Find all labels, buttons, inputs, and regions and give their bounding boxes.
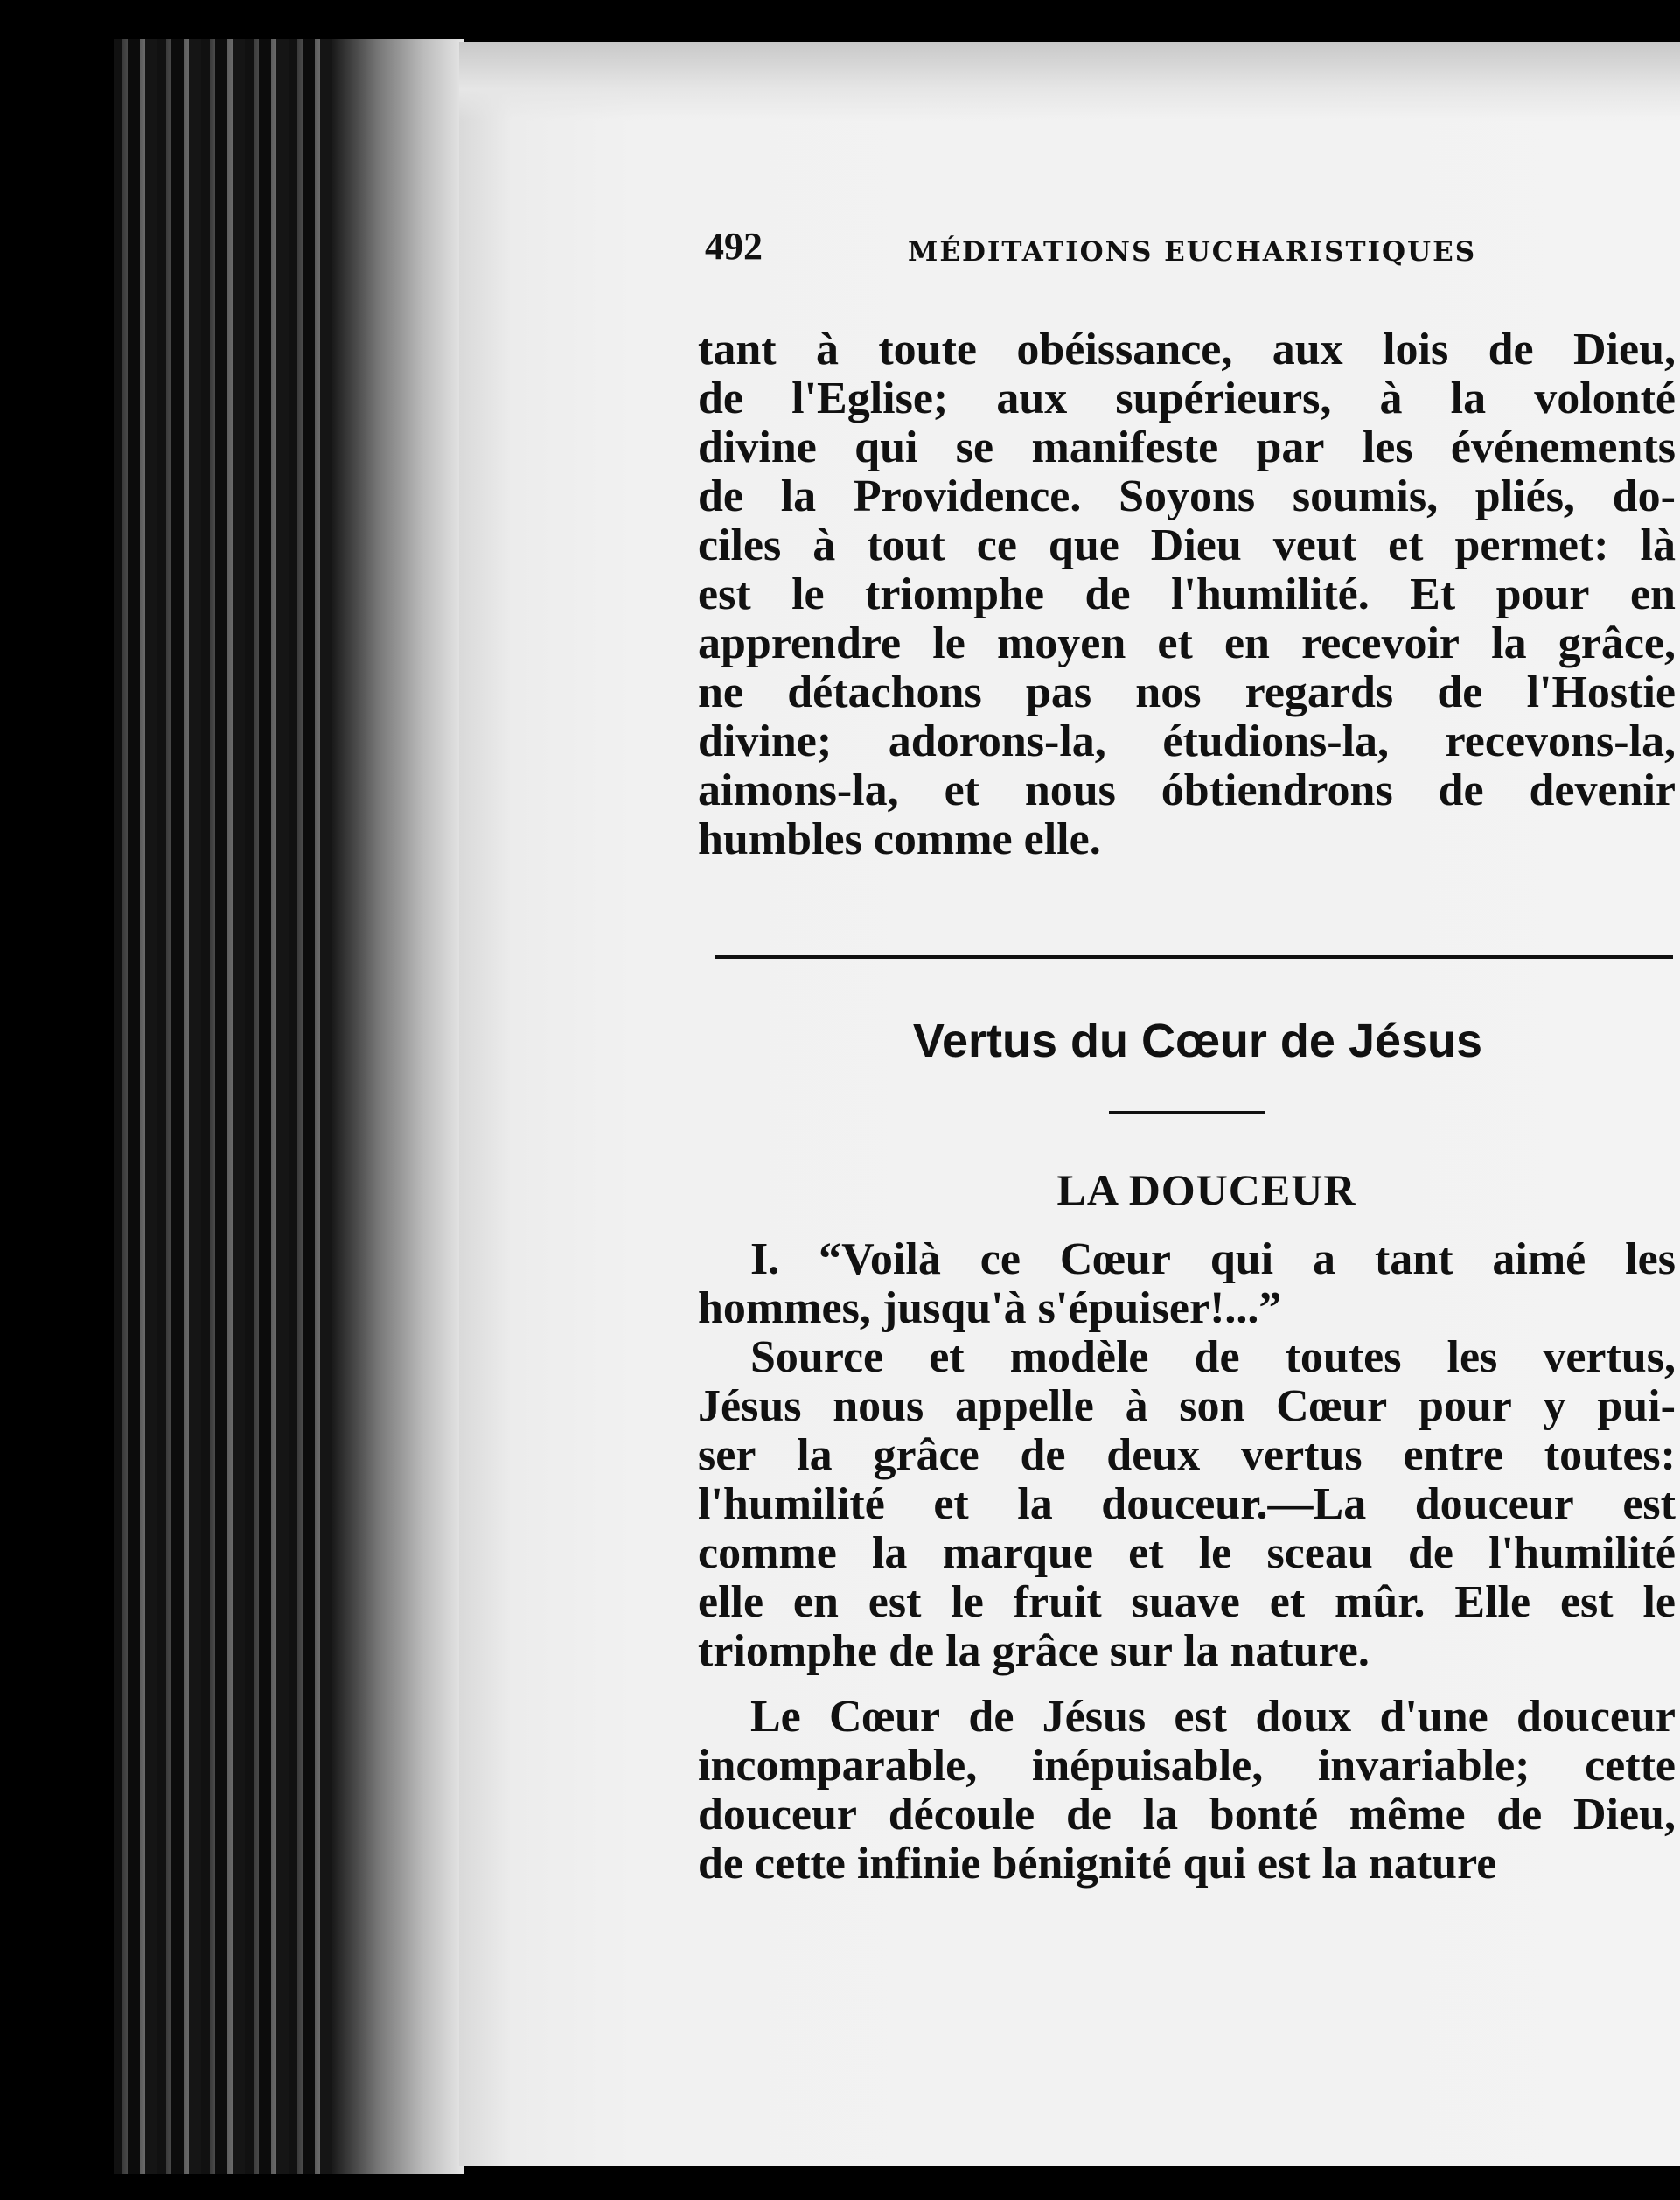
word: la — [780, 471, 817, 521]
text-line — [698, 1791, 1676, 1840]
text-line — [698, 1578, 1676, 1627]
word: l'humilité. — [1170, 569, 1370, 619]
text-line — [698, 766, 1676, 815]
word: “Voilà — [819, 1234, 941, 1284]
text-line — [698, 717, 1676, 766]
word: cette — [1585, 1741, 1676, 1791]
section-title: Vertus du Cœur de Jésus — [912, 1015, 1483, 1067]
word: elle — [698, 1577, 764, 1627]
word: et — [933, 1479, 969, 1529]
word: le — [1642, 1577, 1676, 1627]
word: volonté — [1534, 374, 1676, 423]
word: toutes: — [1544, 1430, 1676, 1480]
word: Jésus — [698, 1381, 802, 1431]
word: óbtiendrons — [1161, 765, 1393, 815]
word: à — [1379, 374, 1403, 423]
word: de — [1084, 569, 1131, 619]
word: Cœur — [829, 1692, 941, 1742]
word: est — [1622, 1479, 1676, 1529]
word: soumis, — [1292, 471, 1439, 521]
sub-title: LA DOUCEUR — [1056, 1165, 1356, 1214]
word: l'humilité — [1488, 1528, 1676, 1578]
word: ne — [698, 667, 743, 717]
word: et — [929, 1332, 965, 1382]
word: son — [1179, 1381, 1245, 1431]
word: Dieu — [1150, 520, 1242, 570]
word: même — [1349, 1790, 1466, 1840]
word: l'Eglise; — [791, 374, 949, 423]
word: événements — [1450, 423, 1676, 472]
word: à — [812, 520, 836, 570]
word: qui — [854, 423, 918, 472]
word: vertus, — [1543, 1332, 1676, 1382]
word: y — [1543, 1381, 1566, 1431]
word: toutes — [1285, 1332, 1402, 1382]
section-divider-rule — [715, 955, 1673, 959]
word: d'une — [1379, 1692, 1488, 1742]
word: deux — [1106, 1430, 1201, 1480]
word: manifeste — [1031, 423, 1219, 472]
word: lois — [1383, 325, 1449, 374]
paragraph-heart-gentleness — [698, 1693, 1680, 1889]
word: mûr. — [1335, 1577, 1426, 1627]
word: douceur — [698, 1790, 857, 1840]
word: Source — [750, 1332, 884, 1382]
word: de — [1488, 325, 1534, 374]
text-line — [698, 1235, 1676, 1284]
word: toute — [878, 325, 977, 374]
page-number: 492 — [705, 225, 763, 268]
word: de — [1438, 765, 1484, 815]
word: a — [1313, 1234, 1336, 1284]
word: et — [1128, 1528, 1164, 1578]
word: en — [1223, 618, 1270, 668]
word: la — [797, 1430, 833, 1480]
word: nous — [1024, 765, 1116, 815]
word: incomparable, — [698, 1741, 978, 1791]
word: doux — [1255, 1692, 1352, 1742]
word: vertus — [1241, 1430, 1363, 1480]
word: la — [1450, 374, 1487, 423]
word: divine — [698, 423, 817, 472]
text-line — [698, 815, 1680, 864]
text-line — [698, 1742, 1676, 1791]
word: et — [1157, 618, 1193, 668]
line-text: humbles comme elle. — [698, 814, 1101, 864]
word: le — [951, 1577, 984, 1627]
word: recevoir — [1301, 618, 1460, 668]
word: les — [1362, 423, 1413, 472]
line-text: de cette infinie bénignité qui est la nature — [698, 1839, 1497, 1889]
text-line — [698, 521, 1676, 570]
text-line — [698, 1840, 1680, 1889]
text-line — [698, 1693, 1676, 1742]
running-head — [698, 220, 1660, 273]
stacked-page-edges — [114, 39, 464, 2174]
word: obéissance, — [1016, 325, 1233, 374]
word: de — [698, 471, 743, 521]
text-line — [698, 325, 1676, 374]
text-line — [698, 1627, 1680, 1676]
text-line — [698, 374, 1676, 423]
word: douceur — [1516, 1692, 1676, 1742]
word: de — [1496, 1790, 1543, 1840]
word: de — [1020, 1430, 1066, 1480]
word: adorons-la, — [888, 716, 1106, 766]
word: douceur — [1414, 1479, 1574, 1529]
word: pour — [1418, 1381, 1512, 1431]
word: Dieu, — [1573, 325, 1676, 374]
word: Jésus — [1042, 1692, 1147, 1742]
word: et — [1269, 1577, 1306, 1627]
word: regards — [1244, 667, 1394, 717]
running-title: MÉDITATIONS EUCHARISTIQUES — [908, 236, 1477, 268]
word: sceau — [1266, 1528, 1373, 1578]
text-line — [698, 472, 1676, 521]
word: tant — [1374, 1234, 1453, 1284]
short-divider-rule — [1109, 1111, 1265, 1114]
word: Providence. — [853, 471, 1082, 521]
line-text: triomphe de la grâce sur la nature. — [698, 1626, 1370, 1676]
paragraph-source-virtues — [698, 1333, 1680, 1676]
word: pas — [1025, 667, 1092, 717]
word: de — [1194, 1332, 1240, 1382]
word: est — [698, 569, 751, 619]
text-line — [698, 1382, 1676, 1431]
word: le — [1198, 1528, 1232, 1578]
text-line — [698, 570, 1676, 619]
text-line — [698, 423, 1676, 472]
word: Le — [750, 1692, 801, 1742]
word: en — [1629, 569, 1676, 619]
word: apprendre — [698, 618, 902, 668]
word: entre — [1403, 1430, 1503, 1480]
word: de — [698, 374, 743, 423]
word: douceur.—La — [1101, 1479, 1367, 1529]
word: Cœur — [1059, 1234, 1171, 1284]
word: modèle — [1009, 1332, 1149, 1382]
word: divine; — [698, 716, 833, 766]
word: devenir — [1529, 765, 1676, 815]
word: marque — [942, 1528, 1093, 1578]
word: veut — [1272, 520, 1357, 570]
word: et — [1388, 520, 1424, 570]
word: recevons-la, — [1445, 716, 1676, 766]
word: bonté — [1209, 1790, 1319, 1840]
word: aimé — [1492, 1234, 1586, 1284]
word: la — [871, 1528, 908, 1578]
word: permet: — [1454, 520, 1609, 570]
word: I. — [750, 1234, 780, 1284]
word: la — [1491, 618, 1527, 668]
word: les — [1446, 1332, 1498, 1382]
word: do- — [1612, 471, 1676, 521]
word: appelle — [954, 1381, 1094, 1431]
text-line — [698, 1333, 1676, 1382]
word: triomphe — [865, 569, 1045, 619]
word: Cœur — [1276, 1381, 1388, 1431]
text-line — [698, 668, 1676, 717]
word: ce — [976, 520, 1017, 570]
word: invariable; — [1317, 1741, 1530, 1791]
text-line — [698, 1529, 1676, 1578]
word: Dieu, — [1572, 1790, 1676, 1840]
paragraph-quote — [698, 1235, 1680, 1333]
word: le — [932, 618, 965, 668]
word: aux — [1272, 325, 1343, 374]
word: moyen — [996, 618, 1126, 668]
word: et — [944, 765, 979, 815]
word: Soyons — [1119, 471, 1256, 521]
word: le — [791, 569, 825, 619]
word: qui — [1209, 1234, 1274, 1284]
word: de — [1407, 1528, 1453, 1578]
word: tout — [867, 520, 945, 570]
word: pour — [1495, 569, 1590, 619]
word: de — [1065, 1790, 1112, 1840]
word: à — [1125, 1381, 1148, 1431]
word: là — [1640, 520, 1676, 570]
word: l'humilité — [698, 1479, 885, 1529]
word: grâce — [873, 1430, 979, 1480]
word: Elle — [1454, 1577, 1531, 1627]
line-text: hommes, jusqu'à s'épuiser!...” — [698, 1283, 1282, 1333]
word: nous — [833, 1381, 924, 1431]
word: suave — [1131, 1577, 1240, 1627]
word: en — [792, 1577, 839, 1627]
word: de — [968, 1692, 1014, 1742]
word: est — [1174, 1692, 1228, 1742]
text-line — [698, 619, 1676, 668]
page-content — [698, 0, 1680, 2200]
word: aux — [996, 374, 1068, 423]
word: est — [868, 1577, 922, 1627]
word: grâce, — [1558, 618, 1676, 668]
word: détachons — [787, 667, 982, 717]
paragraph-obedience — [698, 325, 1680, 864]
word: l'Hostie — [1526, 667, 1676, 717]
word: à — [815, 325, 839, 374]
word: ciles — [698, 520, 782, 570]
word: comme — [698, 1528, 837, 1578]
word: découle — [888, 1790, 1035, 1840]
text-line — [698, 1284, 1680, 1333]
word: fruit — [1013, 1577, 1102, 1627]
text-line — [698, 1431, 1676, 1480]
text-line — [698, 1480, 1676, 1529]
word: de — [1437, 667, 1483, 717]
word: aimons-la, — [698, 765, 899, 815]
word: que — [1048, 520, 1119, 570]
word: par — [1256, 423, 1325, 472]
word: ser — [698, 1430, 756, 1480]
word: étudions-la, — [1162, 716, 1390, 766]
word: les — [1625, 1234, 1676, 1284]
word: Et — [1410, 569, 1456, 619]
word: la — [1142, 1790, 1179, 1840]
word: nos — [1135, 667, 1202, 717]
word: la — [1017, 1479, 1053, 1529]
word: se — [955, 423, 994, 472]
word: pliés, — [1474, 471, 1575, 521]
word: supérieurs, — [1115, 374, 1332, 423]
word: est — [1559, 1577, 1614, 1627]
word: pui- — [1597, 1381, 1676, 1431]
word: ce — [979, 1234, 1021, 1284]
word: inépuisable, — [1031, 1741, 1264, 1791]
word: tant — [698, 325, 777, 374]
